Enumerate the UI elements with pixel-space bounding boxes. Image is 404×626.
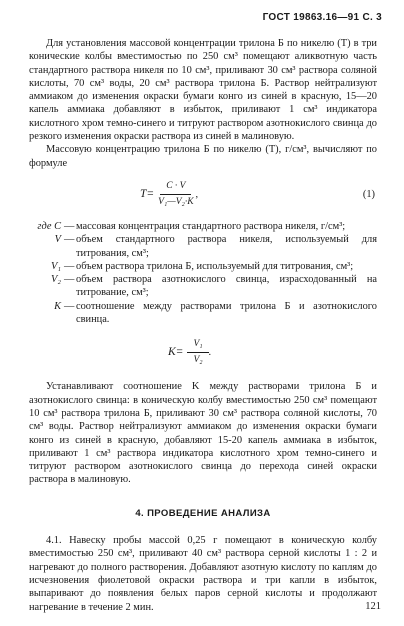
formula-2 xyxy=(29,332,377,372)
definition-symbol: где C xyxy=(37,220,61,232)
definition-dash: — xyxy=(64,220,75,232)
definition-symbol: V₁ xyxy=(51,260,61,272)
paragraph-ratio-setup: Устанавливают соотношение K между растворами трилона Б и азотнокислого свинца: в коническую колбу вместимостью 250 см³ помещают 10 см³ раствора трилона Б, приливают 30 см³ раствора соляной кислоты, 70 см³ воды. Раствор нейтрализуют аммиаком до изменения окраски бумаги конго из синей в красную, добавляют 15-20 капель аммиака в избыток, приливают 1 см³ раствора индикатора кислотного хром темно-синего и титруют раствором азотнокислого свинца до перехода синей окраски раствора в малиновую. xyxy=(29,381,377,486)
paragraph-formula-intro: Массовую концентрацию трилона Б по никелю (T), г/см³, вычисляют по формуле xyxy=(29,144,377,169)
formula-1-numerator: C · V xyxy=(160,180,191,195)
formula-2-denominator: V₂ xyxy=(193,354,203,365)
definition-symbol: V₂ xyxy=(51,274,61,286)
definition-text: объем раствора трилона Б, используемый для титрования, см³; xyxy=(76,260,354,272)
definition-dash: — xyxy=(64,300,75,312)
definition-v1 xyxy=(29,260,377,273)
formula-1-denominator: V₁—V₂·K xyxy=(158,197,194,208)
page-number: 121 xyxy=(365,601,381,612)
definition-dash: — xyxy=(64,274,75,286)
definition-k xyxy=(29,300,377,327)
running-header: ГОСТ 19863.16—91 С. 3 xyxy=(262,12,382,23)
definition-symbol: K xyxy=(54,300,61,312)
formula-1-fraction xyxy=(158,180,193,210)
formula-2-fraction xyxy=(187,338,208,368)
formula-1-tail: , xyxy=(195,189,199,201)
formula-2-tail: . xyxy=(208,346,212,358)
formula-1-lhs: T= xyxy=(140,188,155,201)
definition-text: объем раствора азотнокислого свинца, израсходованный на титрование, см³; xyxy=(76,274,377,299)
definition-symbol: V xyxy=(54,234,61,246)
section-title: 4. ПРОВЕДЕНИЕ АНАЛИЗА xyxy=(135,507,271,519)
formula-2-numerator: V₁ xyxy=(187,338,208,353)
formula-1-number: (1) xyxy=(362,189,375,201)
definition-dash: — xyxy=(64,234,75,246)
formula-1 xyxy=(29,176,377,214)
definition-dash: — xyxy=(64,260,75,272)
paragraph-analysis-4-1: 4.1. Навеску пробы массой 0,25 г помещают в коническую колбу вместимостью 250 см³, приливают 40 см³ раствора серной кислоты 1 : 2 и нагревают до полного растворения. Добавляют азотную кислоту по каплям до исчезновения фиолетовой окраски раствора и три капли в избыток, выпаривают до появления белых паров серной кислоты и продолжают нагревание в течение 2 мин. xyxy=(29,535,377,613)
definition-text: соотношение между растворами трилона Б и азотнокислого свинца. xyxy=(76,300,377,326)
paragraph-titration-setup: Для установления массовой концентрации трилона Б по никелю (T) в три конические колбы вместимостью по 250 см³ помещают аликвотную часть стандартного раствора никеля по 10 см³, приливают 30 см³ раствора соляной кислоты, 70 см³ воды, 20 см³ раствора трилона Б. Раствор нейтрализуют аммиаком до изменения окраски бумаги конго из синей в красную, 15—20 капель аммиака добавляют в избыток, приливают 1 см³ индикатора кислотного хром темно-синего и титруют раствором азотнокислого свинца до резкого изменения окраски раствора из синей в малиновую. xyxy=(29,38,377,143)
definition-v xyxy=(29,233,377,260)
definition-text: объем стандартного раствора никеля, используемый для титрования, см³; xyxy=(76,234,377,259)
document-body xyxy=(29,37,377,614)
definition-v2 xyxy=(29,273,377,300)
variable-definitions xyxy=(29,220,377,326)
formula-2-lhs: K= xyxy=(168,345,184,358)
definition-text: массовая концентрация стандартного раствора никеля, г/см³; xyxy=(76,220,346,232)
definition-c xyxy=(29,220,377,233)
